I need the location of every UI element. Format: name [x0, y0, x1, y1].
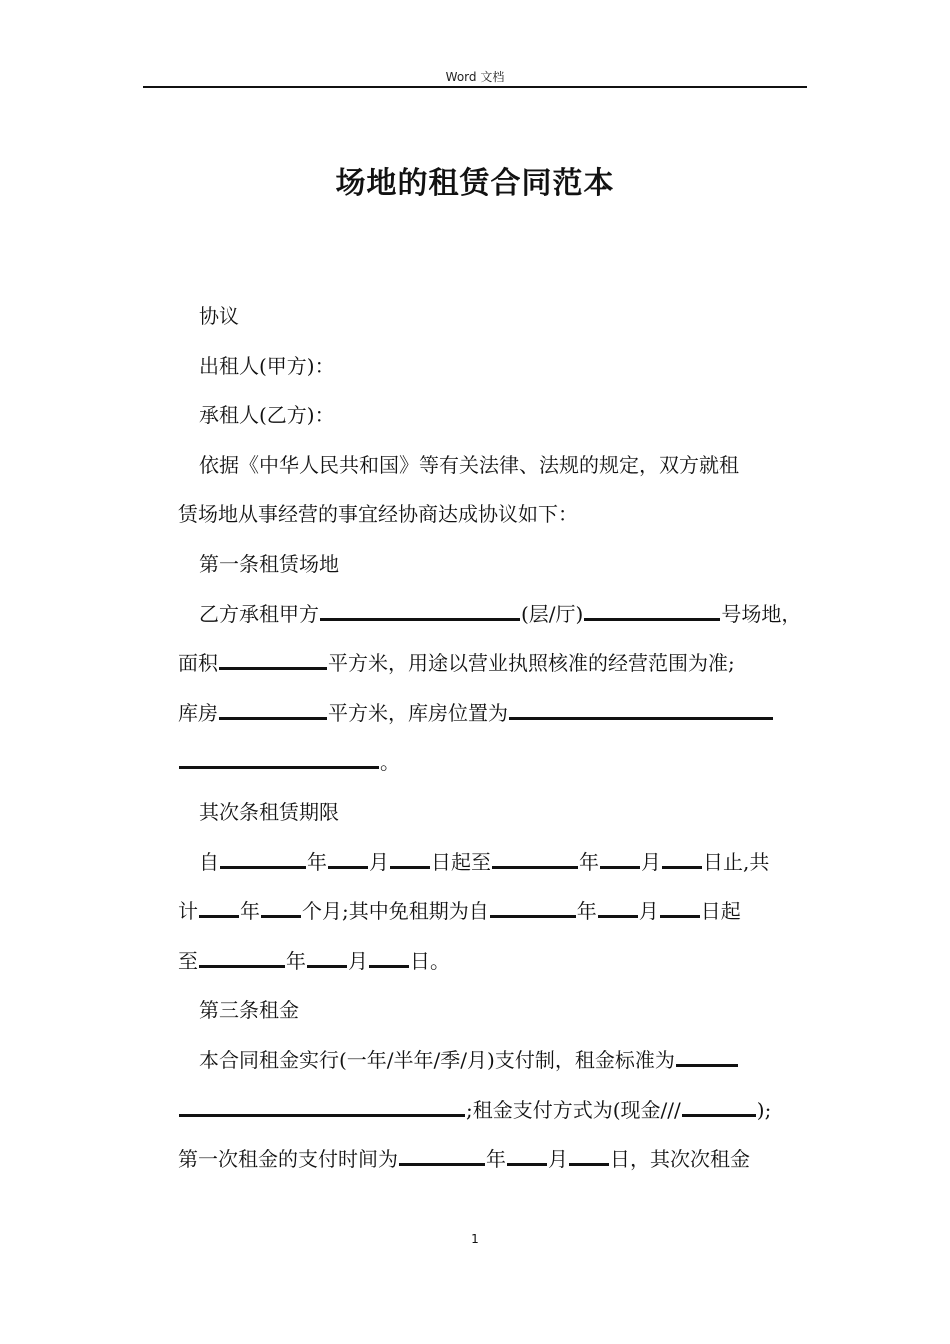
text-span: 年: [576, 899, 597, 924]
text-span: 平方米，用途以营业执照核准的经营范围为准;: [328, 651, 735, 676]
fill-in-blank: [261, 895, 301, 918]
text-span: 自: [199, 849, 219, 874]
fill-in-blank: [598, 895, 638, 918]
paragraph-line: 协议: [199, 304, 239, 328]
text-span: 平方米，库房位置为: [328, 700, 508, 725]
paragraph-line: 承租人(乙方)：: [199, 403, 335, 428]
paragraph-line: [178, 1036, 818, 1086]
fill-in-blank: [509, 697, 773, 720]
fill-in-blank: [584, 598, 720, 621]
text-span: 号场地，: [721, 601, 802, 626]
text-span: 年: [307, 849, 327, 874]
text-span: );: [756, 1097, 772, 1122]
text-span: 乙方承租甲方: [199, 601, 319, 626]
paragraph-line: [178, 738, 818, 788]
fill-in-blank: [369, 945, 409, 968]
fill-in-blank: [399, 1143, 485, 1166]
paragraph-line: 赁场地从事经营的事宜经协商达成协议如下：: [178, 502, 578, 527]
page-header: Word 文档: [445, 70, 505, 84]
text-span: 月: [638, 899, 659, 924]
fill-in-blank: [328, 846, 368, 869]
text-span: 年: [486, 1147, 506, 1172]
paragraph-line: 依据《中华人民共和国》等有关法律、法规的规定，双方就租: [199, 452, 739, 477]
text-span: 。: [380, 750, 400, 775]
paragraph-line: [178, 1086, 818, 1136]
paragraph-line: 出租人(甲方)：: [199, 353, 335, 378]
text-span: 本合同租金实行(一年/半年/季/月)支付制，租金标准为: [199, 1047, 675, 1072]
paragraph-line: [178, 937, 818, 987]
fill-in-blank: [660, 895, 700, 918]
text-span: 年: [240, 899, 260, 924]
text-span: 第一次租金的支付时间为: [178, 1147, 398, 1172]
fill-in-blank: [219, 647, 327, 670]
fill-in-blank: [320, 598, 520, 621]
section-heading: 第三条租金: [199, 998, 299, 1023]
text-span: 日起: [700, 899, 741, 924]
fill-in-blank: [179, 1094, 465, 1117]
text-span: ;租金支付方式为(现金///: [466, 1097, 681, 1122]
paragraph-line: [178, 887, 818, 937]
text-span: 年: [286, 948, 306, 973]
text-span: 库房: [178, 700, 218, 725]
paragraph-line: [178, 639, 818, 689]
fill-in-blank: [199, 945, 285, 968]
text-span: 至: [178, 948, 198, 973]
header-rule: [143, 86, 807, 88]
text-span: 面积: [178, 651, 218, 676]
fill-in-blank: [490, 895, 576, 918]
text-span: 月: [641, 849, 661, 874]
text-span: 日，其次次租金: [610, 1147, 750, 1172]
fill-in-blank: [569, 1143, 609, 1166]
document-title: 场地的租赁合同范本: [335, 166, 615, 201]
fill-in-blank: [492, 846, 578, 869]
fill-in-blank: [219, 697, 327, 720]
text-span: 计: [178, 899, 198, 924]
fill-in-blank: [307, 945, 347, 968]
fill-in-blank: [390, 846, 430, 869]
text-span: (层/厅): [521, 601, 584, 626]
text-span: 日止,共: [703, 849, 770, 874]
section-heading: 第一条租赁场地: [199, 551, 339, 576]
document-body: [178, 292, 818, 1185]
paragraph-line: [178, 590, 818, 640]
fill-in-blank: [179, 746, 379, 769]
paragraph-line: [178, 689, 818, 739]
text-span: 日。: [410, 948, 450, 973]
fill-in-blank: [662, 846, 702, 869]
fill-in-blank: [600, 846, 640, 869]
text-span: 日起至: [431, 849, 491, 874]
text-span: 年: [579, 849, 599, 874]
text-span: 月: [348, 948, 368, 973]
text-span: 月: [369, 849, 389, 874]
page-number: 1: [471, 1232, 479, 1246]
fill-in-blank: [199, 895, 239, 918]
section-heading: 其次条租赁期限: [199, 799, 339, 824]
fill-in-blank: [507, 1143, 547, 1166]
paragraph-line: [178, 838, 818, 888]
fill-in-blank: [220, 846, 306, 869]
fill-in-blank: [676, 1044, 738, 1067]
paragraph-line: [178, 1135, 818, 1185]
fill-in-blank: [682, 1094, 756, 1117]
text-span: 个月;其中免租期为自: [302, 899, 489, 924]
text-span: 月: [548, 1147, 568, 1172]
